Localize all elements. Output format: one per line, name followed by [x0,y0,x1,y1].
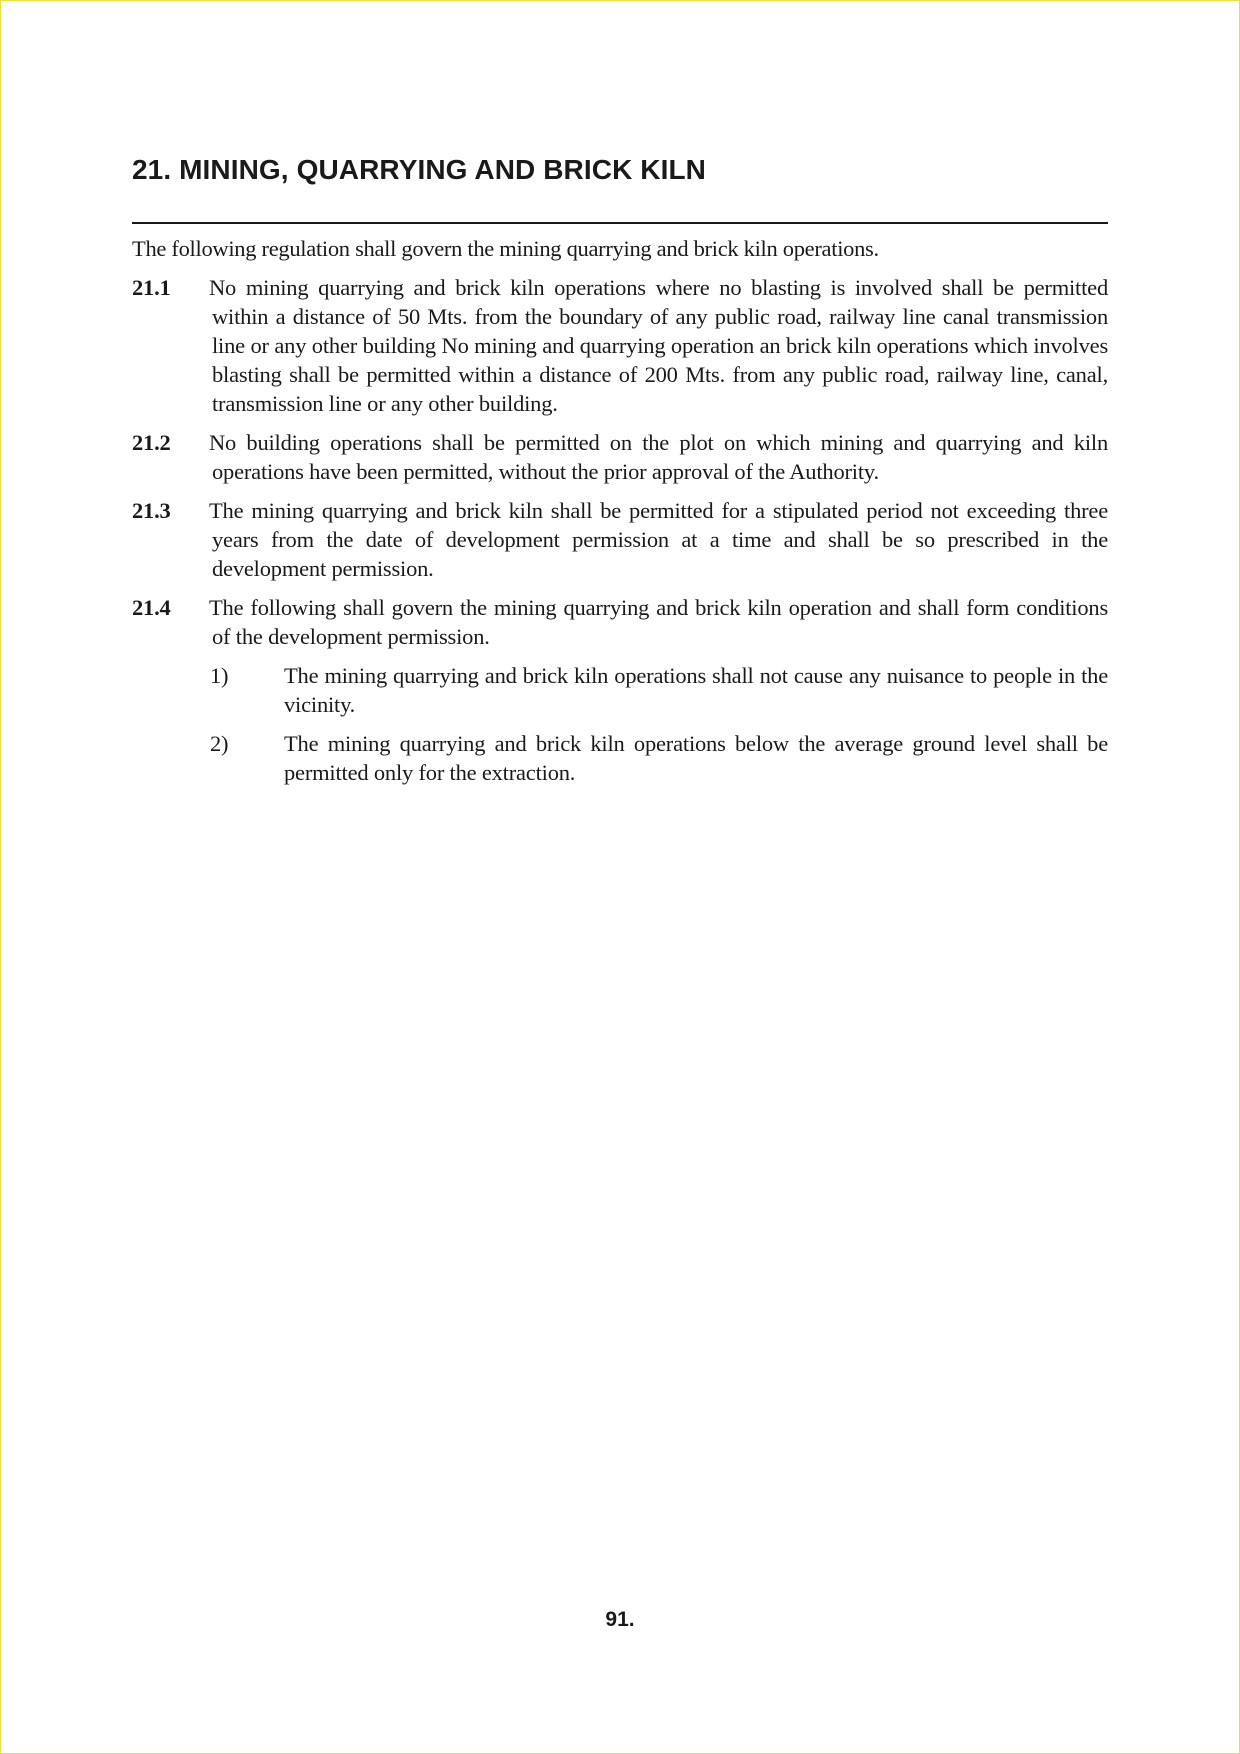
clause-21-1 [132,273,1108,418]
clause-21-3 [132,496,1108,583]
clause-text: The following shall govern the mining quarrying and brick kiln operation and shall form conditions of the development permission. [209,595,1108,649]
clause-number: 21.2 [132,430,171,455]
clause-text: The mining quarrying and brick kiln shall be permitted for a stipulated period not exceeding three years from the date of development permission at a time and shall be so prescribed in the development permission. [209,498,1108,581]
clause-21-4 [132,593,1108,651]
intro-paragraph: The following regulation shall govern the mining quarrying and brick kiln operations. [132,236,879,261]
subitem-number: 2) [210,731,229,756]
clause-number: 21.1 [132,275,171,300]
clause-number: 21.4 [132,595,171,620]
clause-21-2 [132,428,1108,486]
document-body [132,150,1108,787]
subitem-2 [212,729,1108,787]
section-title: 21. MINING, QUARRYING AND BRICK KILN [132,154,706,185]
subitem-number: 1) [210,663,229,688]
clause-text: No mining quarrying and brick kiln operations where no blasting is involved shall be permitted within a distance of 50 Mts. from the boundary of any public road, railway line canal transmission line or any other building No mining and quarrying operation an brick kiln operations which involves blasting shall be permitted within a distance of 200 Mts. from any public road, railway line, canal, transmission line or any other building. [209,275,1108,416]
subitem-text: The mining quarrying and brick kiln operations shall not cause any nuisance to people in the vicinity. [284,663,1108,717]
subitem-text: The mining quarrying and brick kiln operations below the average ground level shall be permitted only for the extraction. [284,731,1108,785]
clause-text: No building operations shall be permitted on the plot on which mining and quarrying and kiln operations have been permitted, without the prior approval of the Authority. [209,430,1108,484]
clause-number: 21.3 [132,498,171,523]
title-divider [132,222,1108,224]
page-number: 91. [605,1608,635,1631]
subitem-1 [212,661,1108,719]
